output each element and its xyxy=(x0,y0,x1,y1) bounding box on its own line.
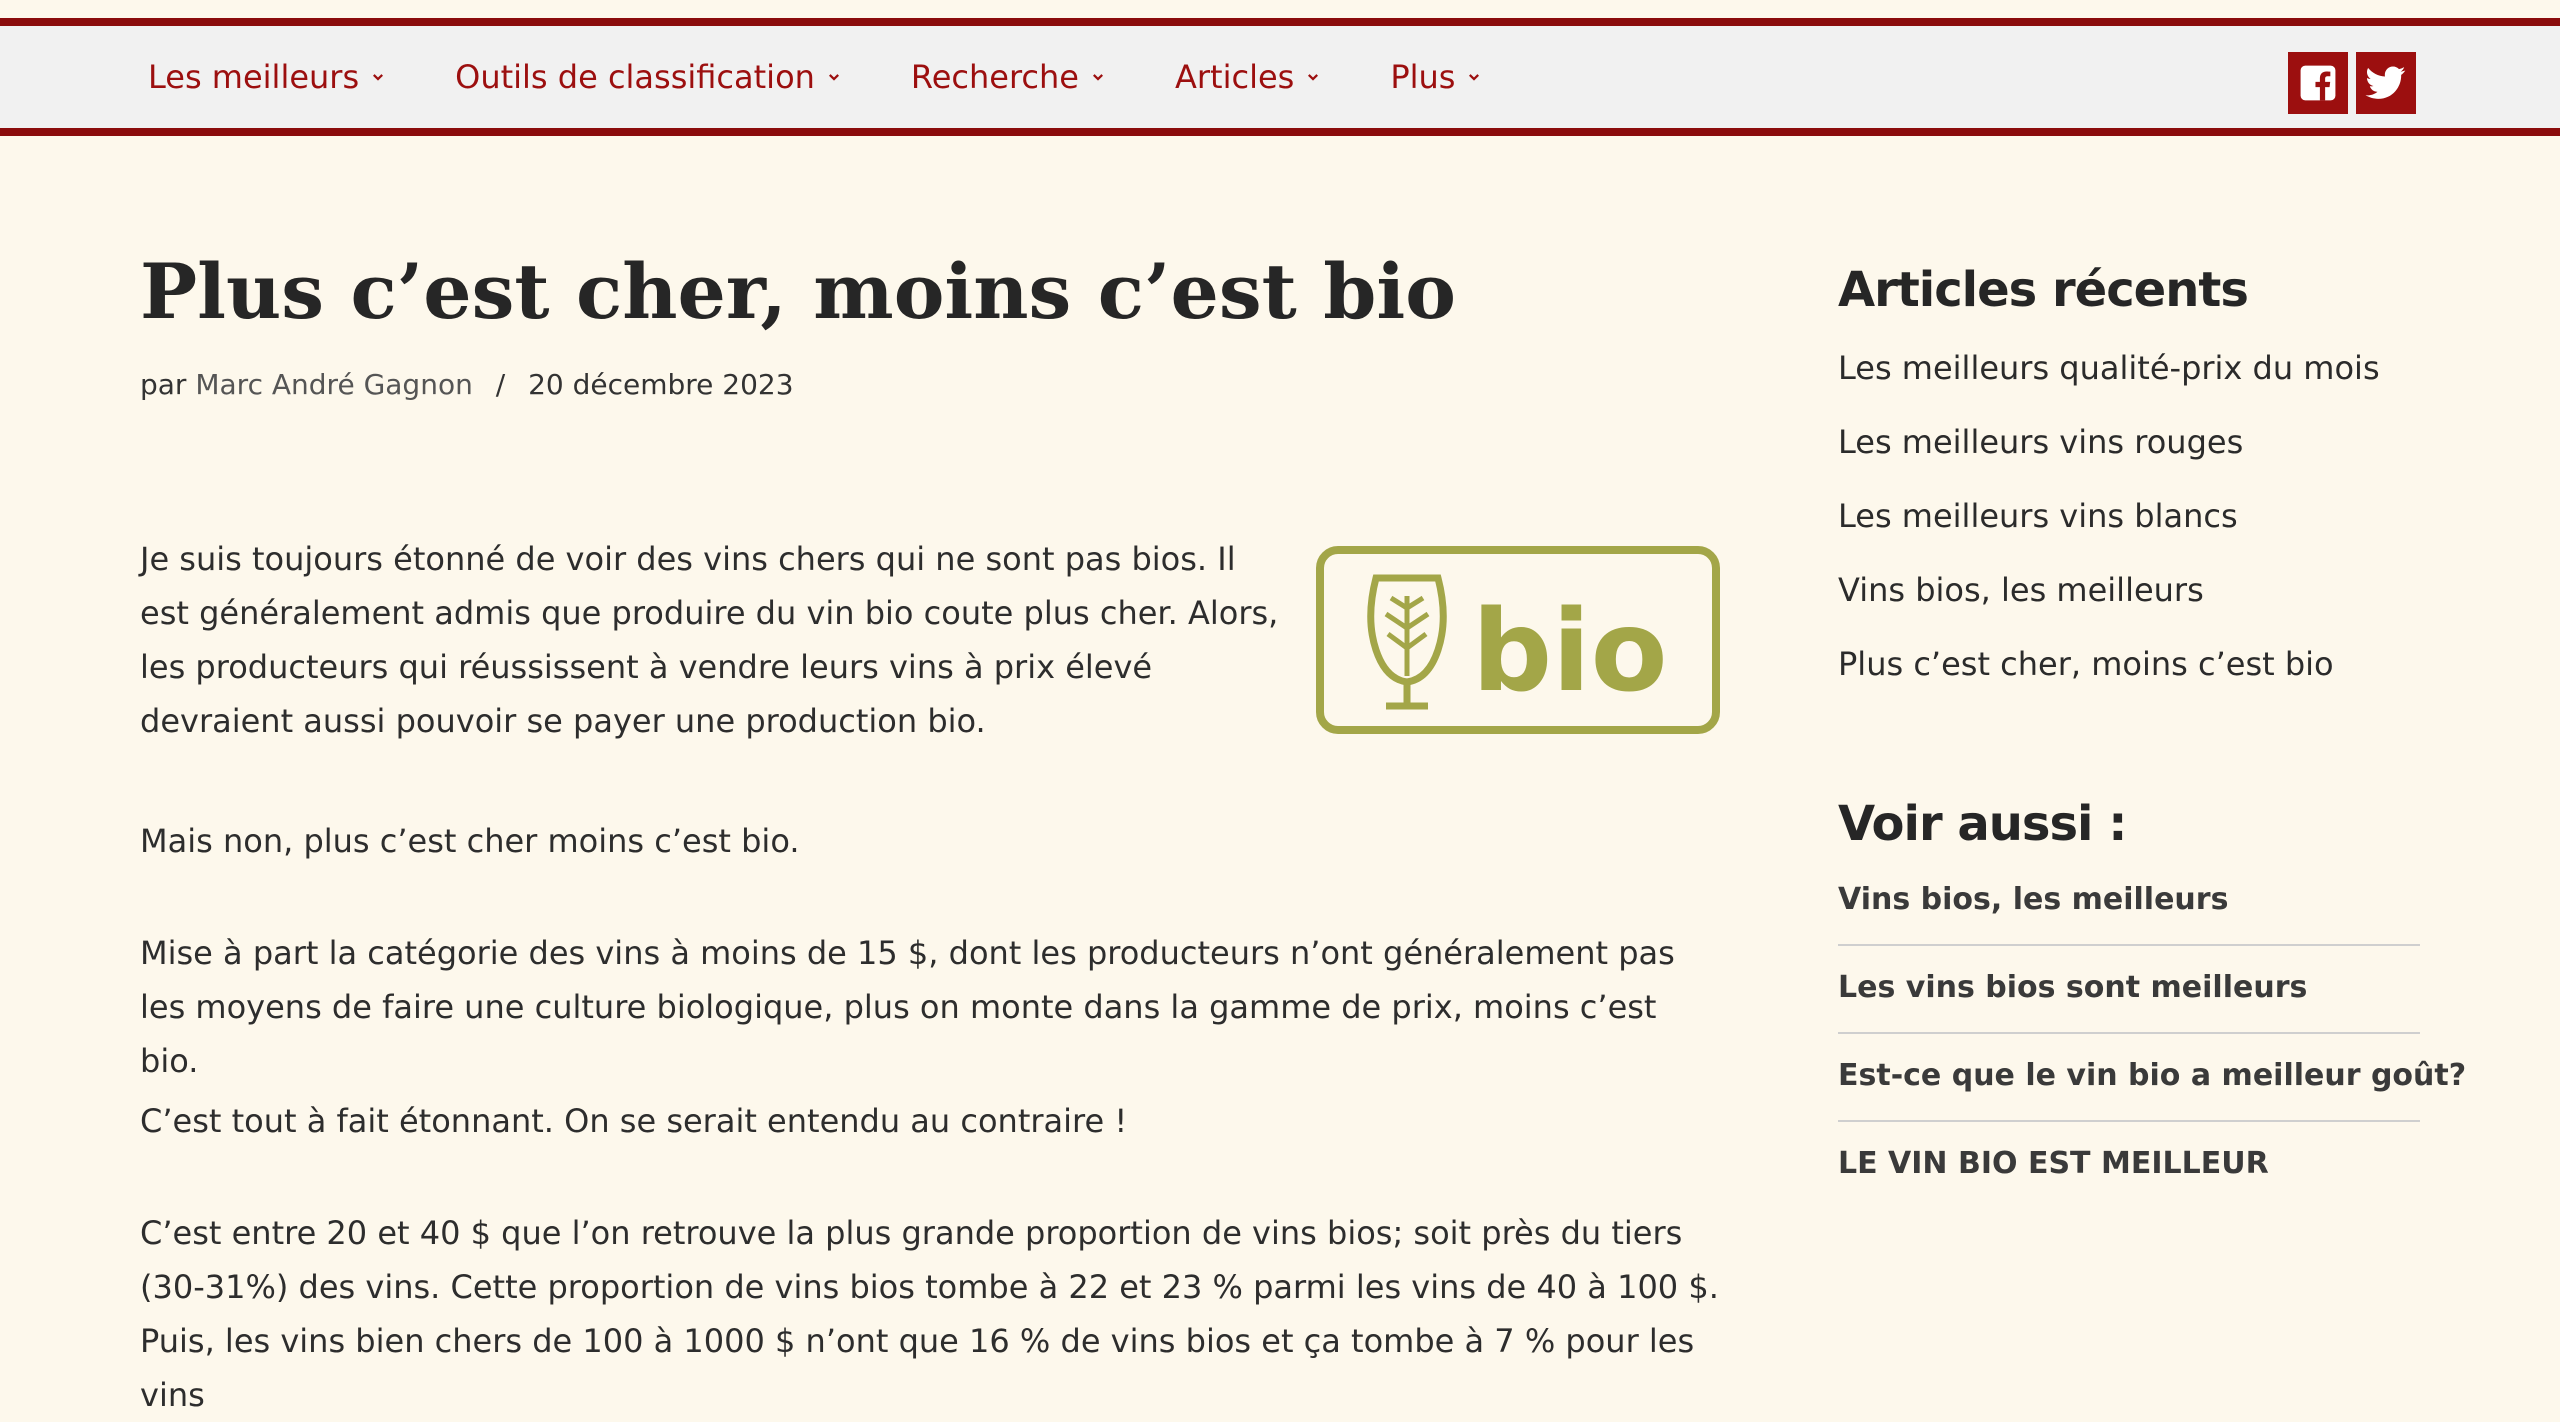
main-nav xyxy=(148,26,1551,128)
meta-separator: / xyxy=(495,367,506,401)
see-also-section xyxy=(1838,796,2467,1210)
facebook-link[interactable] xyxy=(2288,52,2348,114)
article-paragraph: Je suis toujours étonné de voir des vins chers qui ne sont pas bios. Il est généralement admis que produire du vin bio coute plus cher. Alors, les producteurs qui réussissent à vendre leurs vins à prix élevé devraient aussi pouvoir se payer une production bio. xyxy=(140,540,1279,740)
recent-article-link[interactable]: Les meilleurs vins rouges xyxy=(1838,423,2244,461)
twitter-link[interactable] xyxy=(2356,52,2416,114)
article-meta xyxy=(140,368,1720,401)
nav-item-recherche[interactable] xyxy=(911,58,1105,96)
social-links xyxy=(2288,52,2416,114)
recent-articles-heading: Articles récents xyxy=(1838,262,2248,318)
nav-item-les-meilleurs[interactable] xyxy=(148,58,385,96)
nav-item-label: Recherche xyxy=(910,58,1079,96)
recent-article-link[interactable]: Les meilleurs qualité-prix du mois xyxy=(1838,349,2380,387)
recent-article-link[interactable]: Plus c’est cher, moins c’est bio xyxy=(1838,645,2334,683)
see-also-list xyxy=(1838,882,2467,1210)
see-also-link[interactable]: Est-ce que le vin bio a meilleur goût? xyxy=(1838,1034,2420,1122)
nav-item-label: Outils de classification xyxy=(455,58,815,96)
nav-item-articles[interactable] xyxy=(1175,58,1320,96)
twitter-icon xyxy=(2366,65,2406,101)
article-paragraph: Mais non, plus c’est cher moins c’est bio. xyxy=(140,822,800,860)
article-date: 20 décembre 2023 xyxy=(528,367,794,401)
facebook-icon xyxy=(2299,64,2337,102)
nav-item-outils-de-classification[interactable] xyxy=(455,58,841,96)
nav-item-label: Les meilleurs xyxy=(148,58,360,96)
recent-articles-list xyxy=(1838,348,2420,718)
see-also-link[interactable]: LE VIN BIO EST MEILLEUR xyxy=(1838,1146,2269,1181)
article-paragraph: C’est entre 20 et 40 $ que l’on retrouve la plus grande proportion de vins bios; soit près du tiers (30-31%) des vins. Cette proportion de vins bios tombe à 22 et 23 % parmi les vins de 40 à 100 $. Puis, les vins bien chers de 100 à 1000 $ n’ont que 16 % de vins bios et ça tombe à 7 % pour les vins xyxy=(140,1214,1719,1414)
see-also-heading: Voir aussi : xyxy=(1838,796,2127,852)
article-title: Plus c’est cher, moins c’est bio xyxy=(140,247,1456,336)
bio-logo-icon xyxy=(1316,546,1720,734)
see-also-link[interactable]: Vins bios, les meilleurs xyxy=(1838,882,2420,946)
see-also-link[interactable]: Les vins bios sont meilleurs xyxy=(1838,946,2420,1034)
site-header xyxy=(0,18,2560,136)
chevron-down-icon xyxy=(1091,70,1105,84)
chevron-down-icon xyxy=(827,70,841,84)
author-link[interactable]: Marc André Gagnon xyxy=(195,367,473,401)
chevron-down-icon xyxy=(1467,70,1481,84)
chevron-down-icon xyxy=(1306,70,1320,84)
sidebar xyxy=(1838,262,2467,1181)
bio-logo-text: bio xyxy=(1472,587,1668,717)
article-paragraph: Mise à part la catégorie des vins à moins de 15 $, dont les producteurs n’ont généralement pas les moyens de faire une culture biologique, plus on monte dans la gamme de prix, moins c’est bio. xyxy=(140,934,1675,1080)
article-paragraph: C’est tout à fait étonnant. On se serait entendu au contraire ! xyxy=(140,1102,1128,1140)
article xyxy=(140,247,1720,1414)
nav-item-label: Articles xyxy=(1174,58,1295,96)
meta-prefix: par xyxy=(140,367,187,401)
recent-article-link[interactable]: Les meilleurs vins blancs xyxy=(1838,497,2238,535)
nav-item-plus[interactable] xyxy=(1390,58,1481,96)
recent-article-link[interactable]: Vins bios, les meilleurs xyxy=(1838,571,2204,609)
nav-item-label: Plus xyxy=(1390,58,1456,96)
chevron-down-icon xyxy=(371,70,385,84)
